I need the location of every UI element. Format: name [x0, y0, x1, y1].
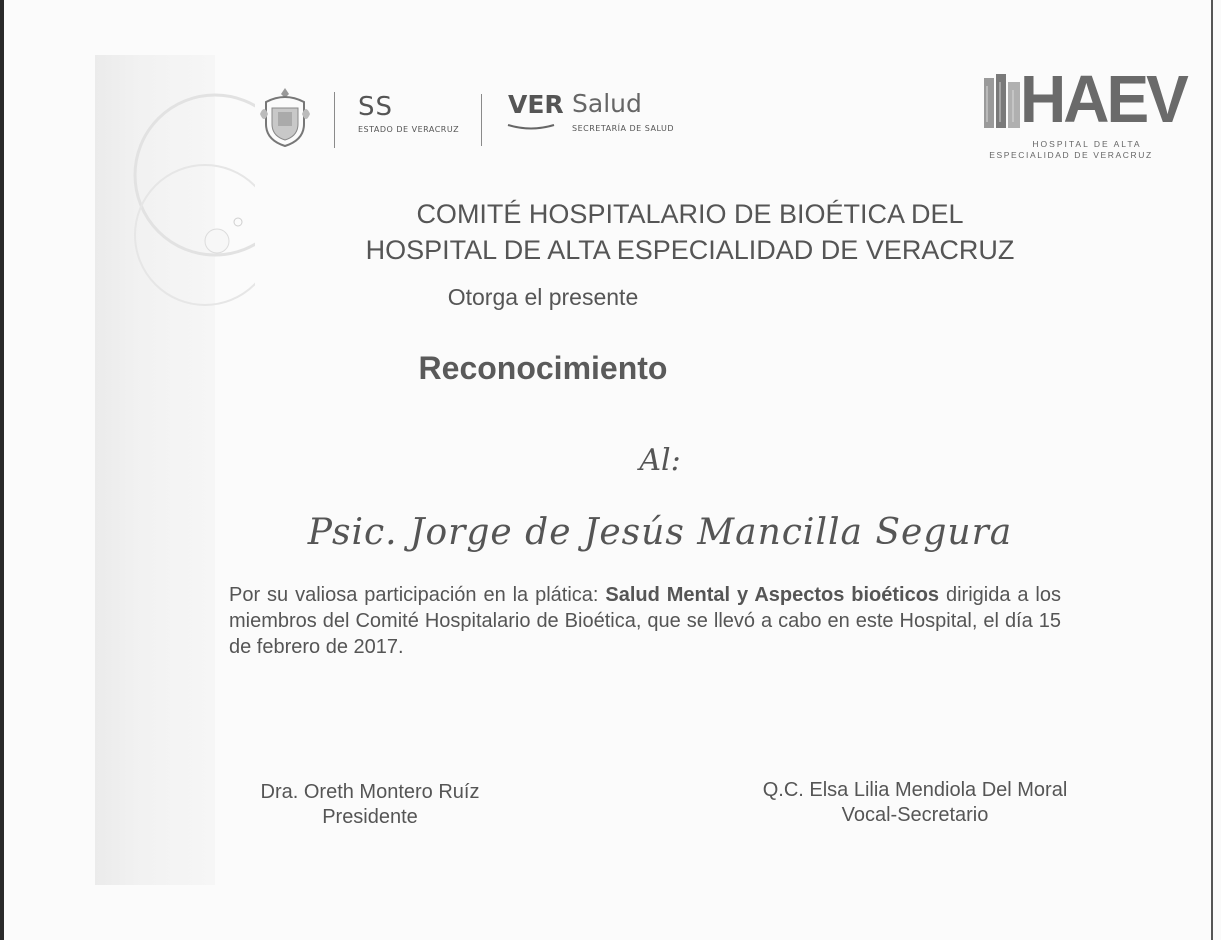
decorative-band — [95, 55, 215, 885]
haev-subtitle-line2: ESPECIALIDAD DE VERACRUZ — [989, 150, 1153, 160]
body-text-part1: Por su valiosa participación en la plática: — [229, 584, 606, 606]
grants-text: Otorga el presente — [447, 284, 639, 310]
signer-name: Q.C. Elsa Lilia Mendiola Del Moral — [762, 779, 1068, 801]
signature-president — [240, 780, 500, 830]
haev-subtitle-line1: HOSPITAL DE ALTA — [1032, 139, 1142, 149]
signer-role: Vocal-Secretario — [841, 804, 989, 826]
title-line-2: HOSPITAL DE ALTA ESPECIALIDAD DE VERACRUZ — [365, 235, 1015, 265]
ss-subtitle: ESTADO DE VERACRUZ — [358, 125, 460, 134]
body-text-part2: dirigida a los miembros del Comité Hospitalario de Bioética, que se llevó a cabo en este Hospital, el día 15 de febrero de 2017. — [229, 584, 1061, 658]
scan-edge-right — [1211, 0, 1221, 940]
certificate-body-text — [229, 582, 1061, 660]
veracruz-coat-of-arms-icon — [258, 84, 312, 150]
signer-role: Presidente — [322, 806, 418, 828]
header-divider — [481, 94, 482, 146]
signature-secretary — [745, 778, 1085, 828]
haev-logo-text: HAEV — [1020, 61, 1186, 137]
talk-title: Salud Mental y Aspectos bioéticos — [605, 584, 940, 606]
ver-swoosh-icon — [506, 122, 556, 132]
signer-name: Dra. Oreth Montero Ruíz — [260, 781, 480, 803]
haev-building-icon — [982, 72, 1024, 130]
header-divider — [334, 92, 335, 148]
ss-logo-text: SS — [358, 92, 394, 122]
to-label: Al: — [639, 443, 681, 478]
salud-logo-text: Salud — [572, 89, 642, 118]
recipient-name: Psic. Jorge de Jesús Mancilla Segura — [307, 512, 1013, 553]
ver-subtitle: SECRETARÍA DE SALUD — [572, 124, 675, 133]
scan-edge-left — [0, 0, 4, 940]
certificate-title — [270, 196, 1110, 268]
decorative-circles-graphic — [95, 55, 255, 355]
title-line-1: COMITÉ HOSPITALARIO DE BIOÉTICA DEL — [416, 199, 964, 229]
ver-logo-text: VER — [508, 90, 564, 119]
award-title: Reconocimiento — [418, 350, 668, 386]
